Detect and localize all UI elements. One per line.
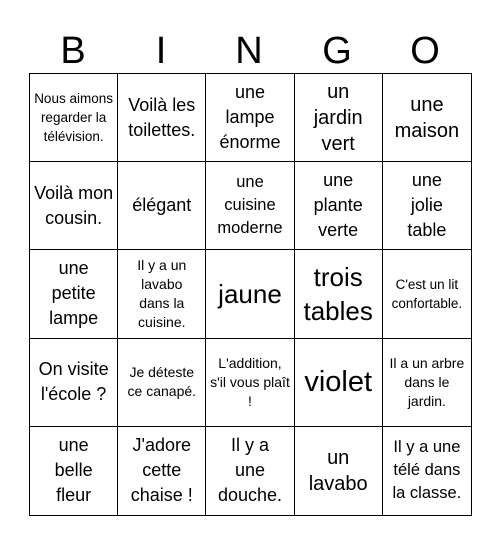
bingo-cell[interactable] [30,339,118,427]
bingo-cell[interactable] [118,74,206,162]
bingo-cell[interactable] [383,74,471,162]
cell-text: trois tables [303,261,373,326]
bingo-card-grid [29,73,472,516]
cell-text: Voilà mon cousin. [34,182,114,228]
bingo-cell[interactable] [118,162,206,250]
bingo-cell[interactable] [118,250,206,338]
cell-text: violet [304,366,373,399]
header-letter-b: B [60,30,86,72]
bingo-cell[interactable] [206,162,294,250]
cell-text: L'addition, s'il vous plaît ! [210,354,290,409]
cell-text: Je déteste ce canapé. [127,364,197,400]
bingo-cell[interactable] [383,250,471,338]
bingo-cell[interactable] [206,250,294,338]
header-letter-g: G [322,30,352,72]
cell-text: Il y a une télé dans la classe. [392,438,462,503]
bingo-cell[interactable] [118,339,206,427]
cell-text: une belle fleur [54,435,93,506]
cell-text: élégant [132,195,192,216]
cell-text: une jolie table [407,170,447,241]
bingo-cell[interactable] [118,427,206,515]
bingo-cell[interactable] [295,427,383,515]
header-letter-n: N [235,30,263,72]
cell-text: jaune [218,278,282,309]
cell-text: J'adore cette chaise ! [130,435,193,506]
bingo-cell[interactable] [30,162,118,250]
cell-text: une petite lampe [49,258,99,329]
cell-text: une cuisine moderne [217,173,283,238]
bingo-cell[interactable] [295,339,383,427]
bingo-cell[interactable] [206,339,294,427]
header-letter-o: O [410,30,440,72]
cell-text: une plante verte [313,170,363,241]
bingo-cell[interactable] [30,427,118,515]
cell-text: Voilà les toilettes. [128,94,196,140]
cell-text: C'est un lit confortable. [391,276,463,311]
cell-text: un jardin vert [313,80,363,155]
bingo-cell[interactable] [30,74,118,162]
cell-text: Nous aimons regarder la télévision. [34,91,113,145]
bingo-cell[interactable] [206,427,294,515]
bingo-header [29,28,471,74]
bingo-cell[interactable] [383,427,471,515]
bingo-cell[interactable] [295,74,383,162]
cell-text: une lampe énorme [219,82,281,153]
bingo-cell[interactable] [206,74,294,162]
bingo-cell[interactable] [295,162,383,250]
bingo-cell[interactable] [383,339,471,427]
cell-text: Il a un arbre dans le jardin. [389,354,465,409]
cell-text: Il y a un lavabo dans la cuisine. [137,256,187,330]
cell-text: un lavabo [308,446,368,495]
cell-text: une maison [394,93,460,142]
cell-text: Il y a une douche. [217,435,283,506]
bingo-cell[interactable] [295,250,383,338]
bingo-cell[interactable] [383,162,471,250]
bingo-cell[interactable] [30,250,118,338]
cell-text: On visite l'école ? [38,359,109,405]
header-letter-i: I [155,30,167,72]
